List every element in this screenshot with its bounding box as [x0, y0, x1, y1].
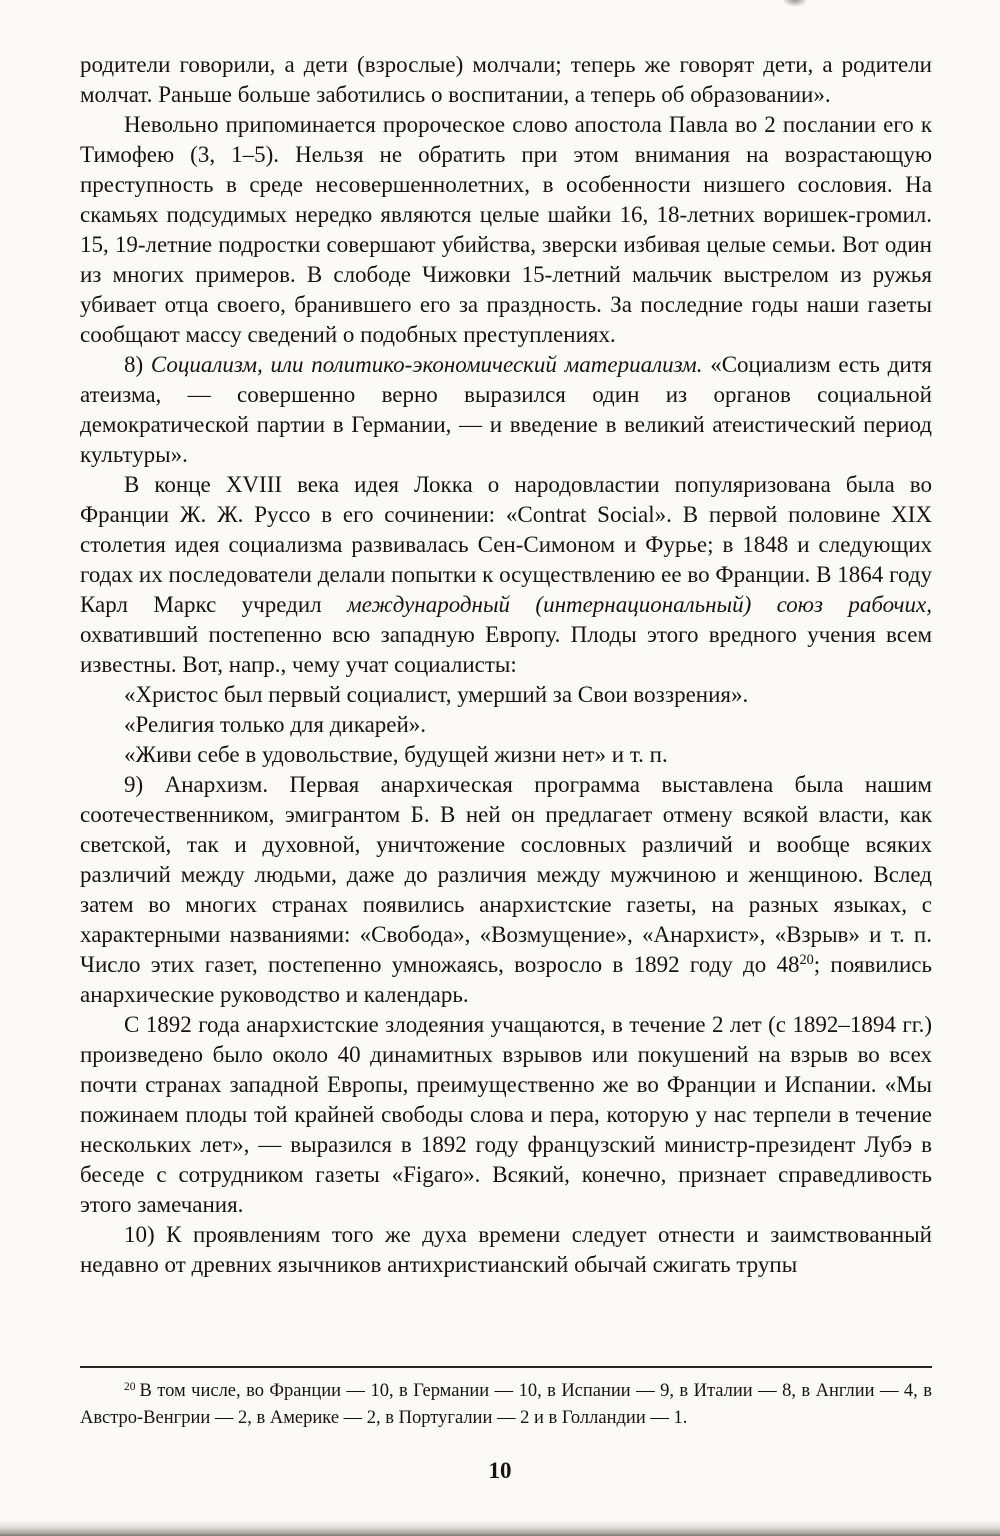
- text-run: родители говорили, а дети (взрослые) молчали; теперь же говорят дети, а родители молчат. Раньше больше заботились о воспитании, а теперь об образовании».: [80, 52, 932, 107]
- page-text-column: [80, 50, 932, 1280]
- text-run: В конце XVIII века идея Локка о народовластии популяризована была во Франции Ж. Ж. Руссо в его сочинении: «Contrat Social». В первой половине XIX столетия идея социализма развивалась Сен-Симоном и Фурье; в 1848 и следующих годах их последователи делали попытки к осуществлению ее во Франции. В 1864 году Карл Маркс учредил: [80, 472, 932, 617]
- text-run: «Социализм есть дитя атеизма, — совершенно верно выразился один из органов социальной демократической партии в Германии, — и введение в великий атеистический период культуры».: [80, 352, 932, 467]
- quote-line-christ-socialist: [80, 680, 932, 710]
- text-run: «Религия только для дикарей».: [124, 712, 427, 737]
- text-run: «Живи себе в удовольствие, будущей жизни нет» и т. п.: [124, 742, 668, 767]
- paragraph-socialism-history: [80, 470, 932, 680]
- italic-text-run-socialism-title: Социализм, или политико-экономический материализм.: [150, 352, 703, 377]
- text-run: ; появились анархические руководство и календарь.: [80, 952, 932, 1007]
- quote-line-religion-savages: [80, 710, 932, 740]
- text-run: 8): [124, 352, 151, 377]
- text-run: «Христос был первый социалист, умерший за Свои воззрения».: [124, 682, 749, 707]
- scan-top-edge-artifact: [782, 0, 808, 7]
- text-run: Невольно припоминается пророческое слово апостола Павла во 2 послании его к Тимофею (3, 1–5). Нельзя не обратить при этом внимания на возрастающую преступность в среде несовершеннолетних, в особенности низшего сословия. На скамьях подсудимых нередко являются целые шайки 16, 18-летних воришек-громил. 15, 19-летние подростки совершают убийства, зверски избивая целые семьи. Вот один из многих примеров. В слободе Чижовки 15-летний мальчик выстрелом из ружья убивает отца своего, бранившего его за праздность. За последние годы наши газеты сообщают массу сведений о подобных преступлениях.: [80, 112, 932, 347]
- scan-bottom-edge-artifact: [0, 1520, 1000, 1536]
- footnote-text: [80, 1378, 932, 1432]
- paragraph-apostle-paul-crime: [80, 110, 932, 350]
- paragraph-cremation-custom: [80, 1220, 932, 1280]
- footnote-marker-20: 20: [124, 1380, 136, 1393]
- italic-text-run-international-union: международный (интернациональный) союз рабочих,: [347, 592, 932, 617]
- text-run: охвативший постепенно всю западную Европу. Плоды этого вредного учения всем известны. Вот, напр., чему учат социалисты:: [80, 622, 932, 677]
- footnote-reference-20: 20: [799, 952, 814, 969]
- paragraph-continuation: [80, 50, 932, 110]
- text-run: 10) К проявлениям того же духа времени следует отнести и заимствованный недавно от древних язычников антихристианский обычай сжигать трупы: [80, 1222, 932, 1277]
- footnote-section: [80, 1366, 932, 1432]
- quote-line-live-for-pleasure: [80, 740, 932, 770]
- footnote-body-text: В том числе, во Франции — 10, в Германии — 10, в Испании — 9, в Италии — 8, в Англии — 4, в Австро-Венгрии — 2, в Америке — 2, в Португалии — 2 и в Голландии — 1.: [80, 1381, 932, 1428]
- paragraph-anarchist-crimes: [80, 1010, 932, 1220]
- page-number: 10: [488, 1458, 512, 1483]
- text-run: С 1892 года анархистские злодеяния учащаются, в течение 2 лет (с 1892–1894 гг.) произведено было около 40 динамитных взрывов или покушений на взрыв во всех почти странах западной Европы, преимущественно же во Франции и Испании. «Мы пожинаем плоды той крайней свободы слова и пера, которую у нас терпели в течение нескольких лет», — выразился в 1892 году французский министр-президент Лубэ в беседе с сотрудником газеты «Figaro». Всякий, конечно, признает справедливость этого замечания.: [80, 1012, 932, 1217]
- paragraph-socialism-definition: [80, 350, 932, 470]
- paragraph-anarchism: [80, 770, 932, 1010]
- footnote-separator-rule: [80, 1366, 932, 1368]
- text-run: 9) Анархизм. Первая анархическая программа выставлена была нашим соотечественником, эмигрантом Б. В ней он предлагает отмену всякой власти, как светской, так и духовной, уничтожение сословных различий и вообще всяких различий между людьми, даже до различия между мужчиною и женщиною. Вслед затем во многих странах появились анархистские газеты, на разных языках, с характерными названиями: «Свобода», «Возмущение», «Анархист», «Взрыв» и т. п. Число этих газет, постепенно умножаясь, возросло в 1892 году до 48: [80, 772, 932, 977]
